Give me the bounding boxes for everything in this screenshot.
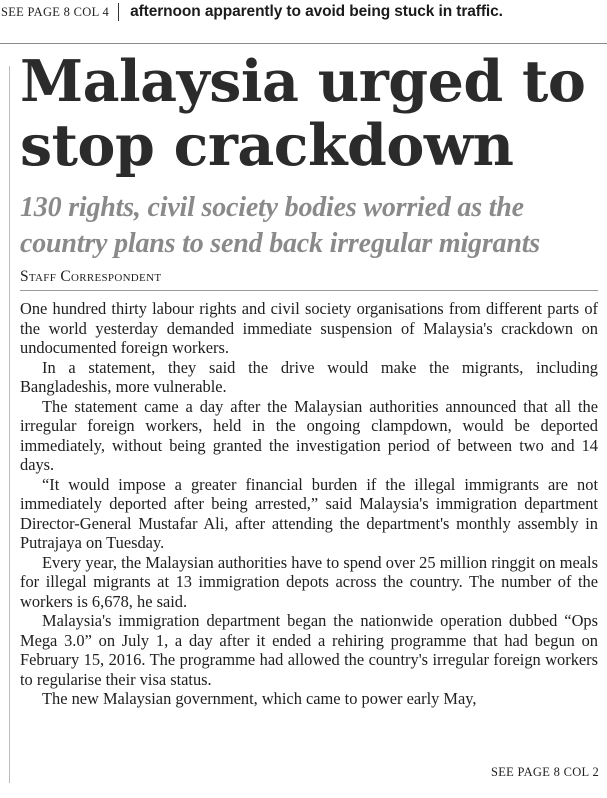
headline: Malaysia urged to stop crackdown <box>20 48 586 179</box>
article-body <box>20 299 598 709</box>
subheadline <box>20 190 598 262</box>
paragraph: “It would impose a greater financial burden if the illegal immigrants are not immediately deported after being arrested,” said Malaysia's immigration department Director-General Mustafar Ali, after attending the department's monthly assembly in Putrajaya on Tuesday. <box>20 474 598 552</box>
article <box>20 50 598 709</box>
carryover-bar <box>0 0 607 24</box>
paragraph: The new Malaysian government, which came to power early May, <box>42 689 477 708</box>
byline-rule <box>20 290 598 291</box>
jump-reference: SEE PAGE 8 COL 4 <box>1 4 110 19</box>
paragraph: One hundred thirty labour rights and civil society organisations from different parts of the world yesterday demanded immediate suspension of Malaysia's crackdown on undocumented foreign workers. <box>20 299 598 357</box>
section-rule <box>0 43 607 44</box>
divider <box>118 3 119 21</box>
carryover-text: afternoon apparently to avoid being stuck in traffic. <box>130 3 503 20</box>
paragraph: Every year, the Malaysian authorities have to spend over 25 million ringgit on meals for illegal migrants at 13 immigration depots across the country. The number of the workers is 6,678, he said. <box>20 552 598 611</box>
continued-reference: SEE PAGE 8 COL 2 <box>490 765 599 779</box>
column-rule <box>9 66 10 783</box>
subheadline-line: 130 rights, civil society bodies worried as the <box>20 192 524 223</box>
paragraph: The statement came a day after the Malaysian authorities announced that all the irregular foreign workers, held in the ongoing clampdown, would be deported immediately, without being granted the investigation period of between two and 14 days. <box>20 396 598 474</box>
paragraph: In a statement, they said the drive would make the migrants, including Bangladeshis, more vulnerable. <box>20 357 598 396</box>
byline: Staff Correspondent <box>20 268 162 285</box>
paragraph: Malaysia's immigration department began the nationwide operation dubbed “Ops Mega 3.0” on July 1, a day after it ended a rehiring programme that had begun on February 15, 2016. The programme had allowed the country's irregular foreign workers to regularise their visa status. <box>20 611 598 689</box>
subheadline-line: country plans to send back irregular migrants <box>20 228 540 259</box>
